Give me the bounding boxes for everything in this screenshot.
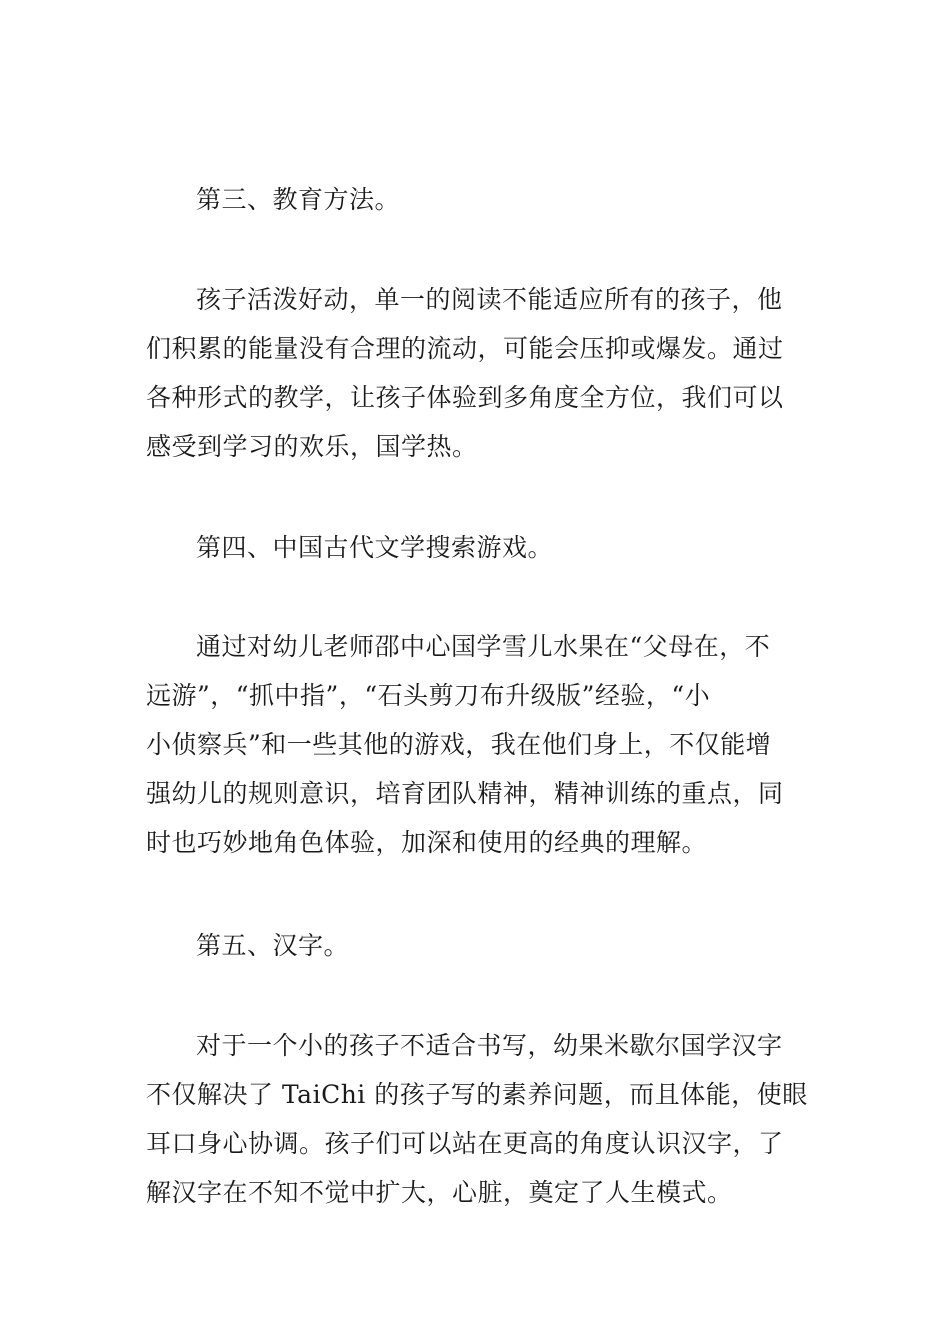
body-line: 孩子活泼好动，单一的阅读不能适应所有的孩子，他	[196, 285, 783, 314]
heading-line: 第四、中国古代文学搜索游戏。	[196, 533, 554, 562]
section-heading-4	[146, 523, 806, 572]
section-body-3	[146, 275, 806, 471]
body-line: 们积累的能量没有合理的流动，可能会压抑或爆发。通过	[146, 334, 784, 363]
body-line: 感受到学习的欢乐，国学热。	[146, 432, 478, 461]
body-line: 对于一个小的孩子不适合书写，幼果米歇尔国学汉字	[196, 1031, 783, 1060]
section-heading-3	[146, 175, 806, 224]
body-line: 远游”，“抓中指”，“石头剪刀布升级版”经验，“小	[146, 681, 711, 710]
body-line: 不仅解决了 TaiChi 的孩子写的素养问题，而且体能，使眼	[146, 1080, 808, 1109]
body-line: 通过对幼儿老师邵中心国学雪儿水果在“父母在，不	[196, 632, 771, 661]
body-line: 时也巧妙地角色体验，加深和使用的经典的理解。	[146, 828, 708, 857]
body-line: 强幼儿的规则意识，培育团队精神，精神训练的重点，同	[146, 779, 784, 808]
heading-line: 第五、汉字。	[196, 931, 350, 960]
section-heading-5	[146, 921, 806, 970]
body-line: 各种形式的教学，让孩子体验到多角度全方位，我们可以	[146, 383, 784, 412]
heading-line: 第三、教育方法。	[196, 185, 401, 214]
body-line: 小侦察兵”和一些其他的游戏，我在他们身上，不仅能增	[146, 730, 772, 759]
body-line: 耳口身心协调。孩子们可以站在更高的角度认识汉字，了	[146, 1129, 784, 1158]
body-line: 解汉字在不知不觉中扩大，心脏，奠定了人生模式。	[146, 1178, 733, 1207]
section-body-5	[146, 1021, 806, 1217]
section-body-4	[146, 622, 806, 867]
